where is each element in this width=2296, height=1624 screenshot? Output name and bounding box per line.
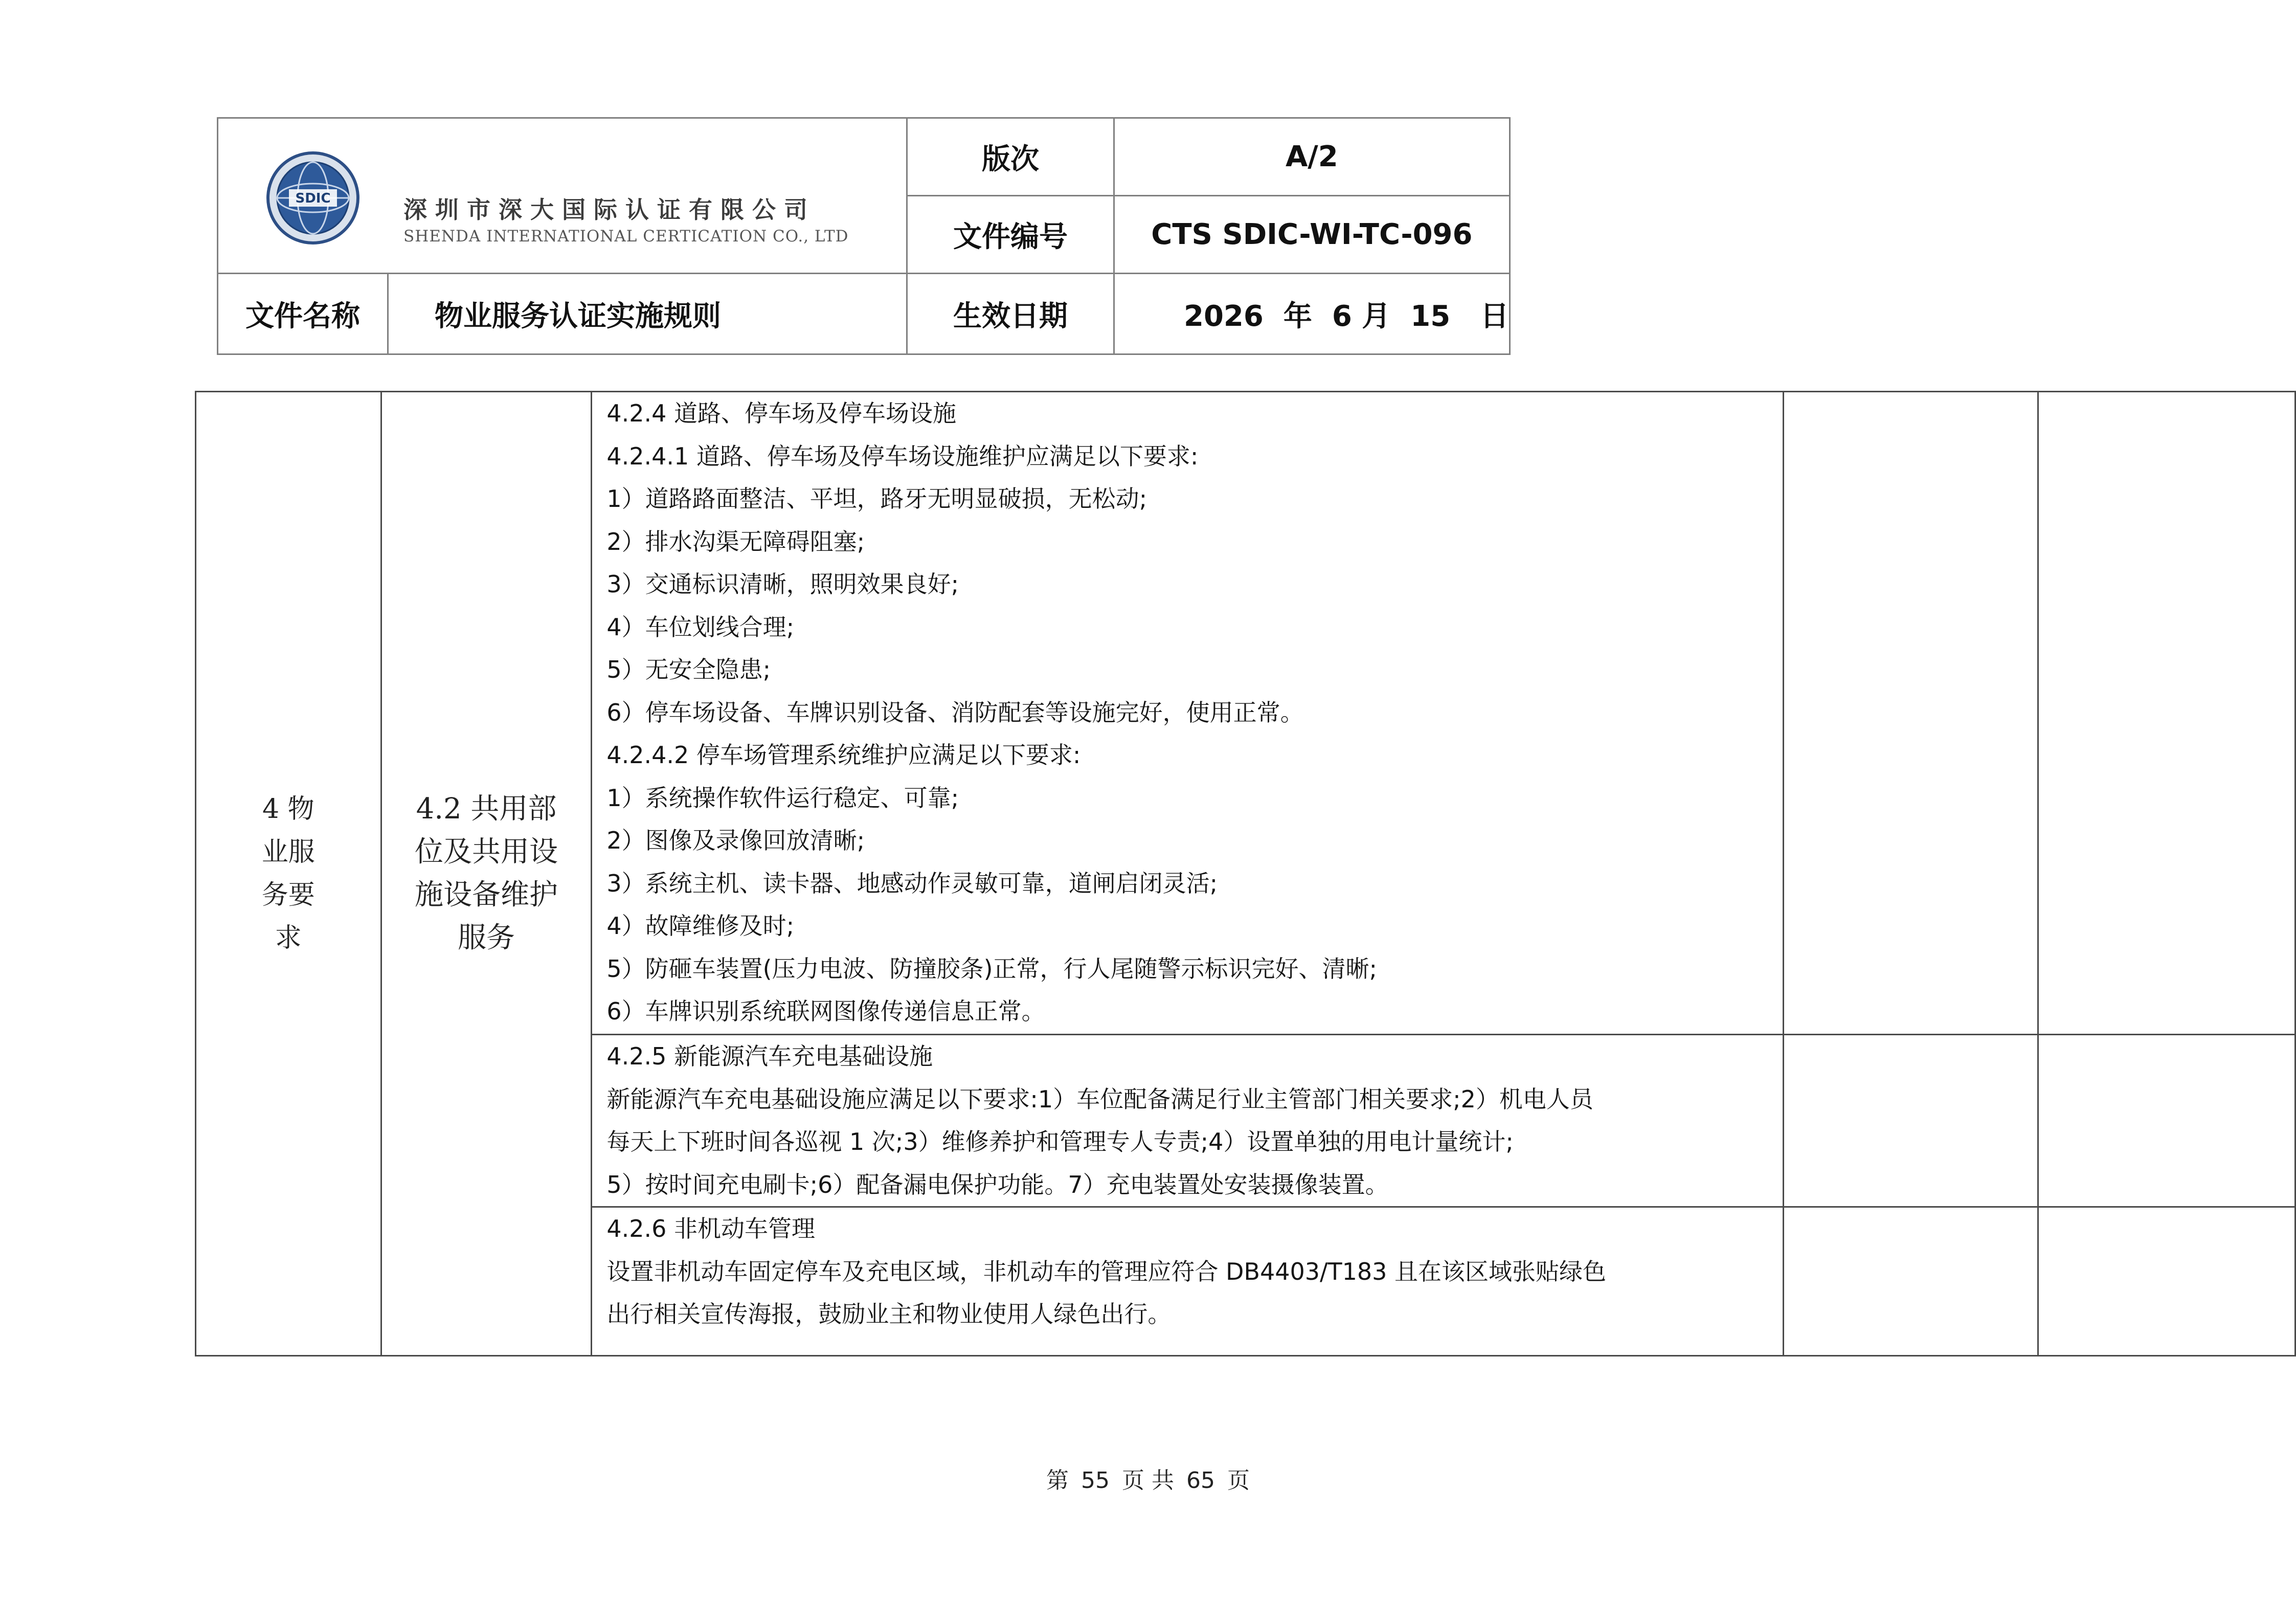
requirement-lines xyxy=(606,1208,1772,1336)
requirement-line: 4）车位划线合理; xyxy=(606,613,795,641)
doc-name-label: 文件名称 xyxy=(218,274,388,354)
requirement-line: 每天上下班时间各巡视 1 次;3）维修养护和管理专人专责;4）设置单独的用电计量统计; xyxy=(606,1128,1514,1155)
requirement-block-4-2-6 xyxy=(592,1207,1783,1356)
requirement-line: 4.2.4 道路、停车场及停车场设施 xyxy=(606,399,957,427)
total-pages: 65 xyxy=(1186,1467,1215,1494)
doc-number-label: 文件编号 xyxy=(907,196,1114,274)
doc-number-value: CTS SDIC-WI-TC-096 xyxy=(1114,196,1510,274)
doc-name-value: 物业服务认证实施规则 xyxy=(388,274,907,354)
requirement-line: 3）系统主机、读卡器、地感动作灵敏可靠，道闸启闭灵活; xyxy=(606,869,1218,897)
requirement-line: 2）图像及录像回放清晰; xyxy=(606,827,865,854)
footer-prefix: 第 xyxy=(1046,1467,1069,1494)
logo-text: SDIC xyxy=(295,191,331,206)
company-logo-cell xyxy=(218,118,907,274)
requirement-line: 5）无安全隐患; xyxy=(606,656,771,683)
company-name-en: SHENDA INTERNATIONAL CERTICATION CO., LTD xyxy=(403,227,849,246)
empty-cell xyxy=(2038,1035,2295,1207)
version-value: A/2 xyxy=(1114,118,1510,196)
requirement-lines xyxy=(606,1035,1772,1206)
requirement-line: 4.2.4.1 道路、停车场及停车场设施维护应满足以下要求: xyxy=(606,442,1199,470)
empty-cell xyxy=(1783,1207,2038,1356)
empty-cell xyxy=(2038,1207,2295,1356)
globe-logo-icon xyxy=(264,149,362,247)
effective-date-label: 生效日期 xyxy=(907,274,1114,354)
requirement-line: 6）停车场设备、车牌识别设备、消防配套等设施完好，使用正常。 xyxy=(606,698,1304,726)
company-logo xyxy=(264,149,1031,247)
document-header xyxy=(217,117,1511,355)
requirement-line: 新能源汽车充电基础设施应满足以下要求:1）车位配备满足行业主管部门相关要求;2）机电人员 xyxy=(606,1085,1593,1113)
requirement-line: 3）交通标识清晰，照明效果良好; xyxy=(606,570,959,598)
requirement-block-4-2-5 xyxy=(592,1035,1783,1207)
empty-cell xyxy=(1783,1035,2038,1207)
requirement-line: 4.2.5 新能源汽车充电基础设施 xyxy=(606,1042,933,1070)
requirement-line: 5）防砸车装置(压力电波、防撞胶条)正常，行人尾随警示标识完好、清晰; xyxy=(606,954,1378,983)
requirement-line: 出行相关宣传海报，鼓励业主和物业使用人绿色出行。 xyxy=(606,1300,1172,1328)
requirement-line: 4）故障维修及时; xyxy=(606,912,795,940)
version-label: 版次 xyxy=(907,118,1114,196)
subsection-cell xyxy=(381,392,592,1356)
requirement-line: 1）系统操作软件运行稳定、可靠; xyxy=(606,784,959,812)
effective-date-value: 2026 年 6 月 15 日 xyxy=(1114,274,1510,354)
requirement-line: 4.2.4.2 停车场管理系统维护应满足以下要求: xyxy=(606,741,1081,769)
requirement-line: 2）排水沟渠无障碍阻塞; xyxy=(606,527,865,555)
requirements-table xyxy=(195,391,2296,1356)
section-label: 4 物业服务要求 xyxy=(261,794,315,953)
page-footer xyxy=(0,1462,2296,1495)
footer-suffix: 页 xyxy=(1227,1467,1250,1494)
requirement-lines xyxy=(606,392,1772,1033)
requirement-line: 6）车牌识别系统联网图像传递信息正常。 xyxy=(606,997,1045,1025)
requirement-line: 4.2.6 非机动车管理 xyxy=(606,1215,816,1242)
subsection-label: 4.2 共用部位及共用设施设备维护服务 xyxy=(415,792,558,954)
section-cell xyxy=(196,392,381,1356)
empty-cell xyxy=(2038,392,2295,1035)
page-number: 55 xyxy=(1081,1467,1110,1494)
requirement-line: 1）道路路面整洁、平坦，路牙无明显破损，无松动; xyxy=(606,485,1147,513)
requirement-line: 5）按时间充电刷卡;6）配备漏电保护功能。7）充电装置处安装摄像装置。 xyxy=(606,1170,1389,1198)
requirement-block-4-2-4 xyxy=(592,392,1783,1035)
empty-cell xyxy=(1783,392,2038,1035)
requirement-line: 设置非机动车固定停车及充电区域，非机动车的管理应符合 DB4403/T183 且在该区域张贴绿色 xyxy=(606,1257,1607,1285)
company-name-cn: 深圳市深大国际认证有限公司 xyxy=(403,196,816,224)
footer-mid: 页 共 xyxy=(1122,1467,1174,1494)
